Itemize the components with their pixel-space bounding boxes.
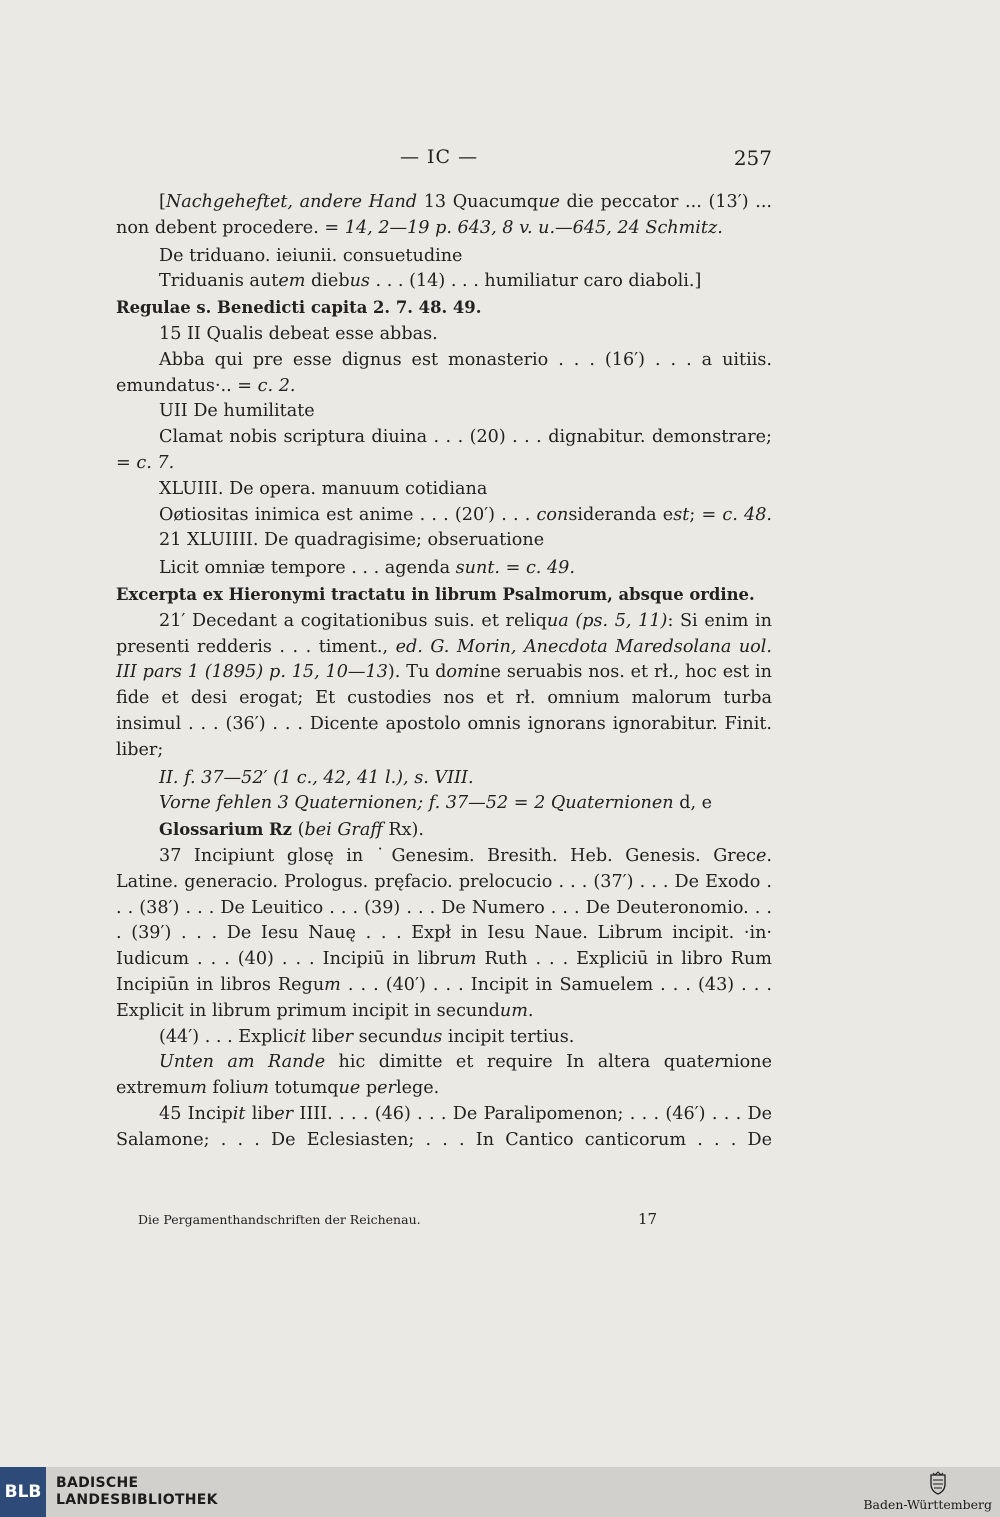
text-line: (44′) . . . Explicit liber secundus incipit tertius. <box>159 1026 575 1047</box>
page-number: 257 <box>733 146 772 170</box>
text-line: Clamat nobis scriptura diuina . . . (20) . . . dignabitur. demonstrare; <box>159 427 772 448</box>
library-name-line1: BADISCHE <box>56 1475 139 1491</box>
library-footer-bar <box>0 1467 1000 1517</box>
library-name[interactable] <box>56 1475 218 1509</box>
text-line: 15 II Qualis debeat esse abbas. <box>159 323 438 344</box>
text-paragraph: 21′ Decedant a cogitationibus suis. et reliqua (ps. 5, 11): Si enim in presenti redderis . . . timent., ed. G. Morin, Anecdota Maredsolana uol. III pars 1 (1895) p. 15, 10—13). Tu domine seruabis nos. et rł., hoc est in fide et desi erogat; Et custodies nos et rł. omnium malorum turba insimul . . . (36′) . . . Dicente apostolo omnis ignorans ignorabitur. Finit. liber; <box>116 610 772 760</box>
page-header <box>116 146 772 174</box>
footer-title: Die Pergamenthandschriften der Reichenau. <box>138 1212 421 1227</box>
section-heading: Excerpta ex Hieronymi tractatu in librum Psalmorum, absque ordine. <box>116 584 755 604</box>
body-text <box>116 190 772 1153</box>
text-paragraph: Unten am Rande hic dimitte et require In altera quaternione extremum folium totumque perlege. <box>116 1052 772 1099</box>
text-line: De triduano. ieiunii. consuetudine <box>159 245 463 266</box>
text-line: XLUIII. De opera. manuum cotidiana <box>159 478 488 499</box>
section-heading: Regulae s. Benedicti capita 2. 7. 48. 49. <box>116 298 482 318</box>
text-line: Licit omniæ tempore . . . agenda sunt. = c. 49. <box>159 558 575 579</box>
text-line: Oøtiositas inimica est anime . . . (20′) . . . consideranda est; = c. 48. <box>159 504 772 525</box>
text-line: Glossarium Rz (bei Graff Rx). <box>159 820 425 841</box>
text-line: Abba qui pre esse dignus est monasterio . . . (16′) . . . a uitiis. <box>159 349 772 370</box>
page-footer <box>138 1212 658 1232</box>
text-line: Vorne fehlen 3 Quaternionen; f. 37—52 = 2 Quaternionen d, e <box>159 793 713 814</box>
state-logo[interactable] <box>863 1469 992 1515</box>
blb-logo[interactable]: BLB <box>0 1467 46 1517</box>
text-paragraph: [Nachgeheftet, andere Hand 13 Quacumque die peccator ... (13′) ... <box>159 192 773 212</box>
text-line: II. f. 37—52′ (1 c., 42, 41 l.), s. VIII. <box>159 767 474 788</box>
sheet-signature: — IC — <box>400 146 479 168</box>
text-line: UII De humilitate <box>159 401 315 422</box>
text-line: emundatus·.. = c. 2. <box>116 375 296 396</box>
text-paragraph: 45 Incipit liber IIII. . . . (46) . . . De Paralipomenon; . . . (46′) . . . De Salamone; . . . De Eclesiasten; . . . In Cantico canticorum . . . De <box>116 1103 772 1150</box>
coat-of-arms-icon <box>929 1471 947 1495</box>
text-paragraph: 37 Incipiunt glosę in ˙Genesim. Bresith. Heb. Genesis. Grece. Latine. generacio. Prologus. pręfacio. prelocucio . . . (37′) . . . De Exodo . . . (38′) . . . De Leuitico . . . (39) . . . De Numero . . . De Deuteronomio. . . . (39′) . . . De Iesu Nauę . . . Expł in Iesu Naue. Librum incipit. ·in· Iudicum . . . (40) . . . Incipiū in librum Ruth . . . Expliciū in libro Rum Incipiūn in libros Regum . . . (40′) . . . Incipit in Samuelem . . . (43) . . . Explicit in librum primum incipit in secundum. <box>116 845 772 1021</box>
text-line: non debent procedere. = 14, 2—19 p. 643, 8 v. u.—645, 24 Schmitz. <box>116 217 723 238</box>
text-line: Triduanis autem diebus . . . (14) . . . humiliatur caro diaboli.] <box>159 271 702 292</box>
text-line: = c. 7. <box>116 452 175 473</box>
text-line: 21 XLUIIII. De quadragisime; obseruatione <box>159 530 545 551</box>
state-name: Baden-Württemberg <box>863 1497 992 1512</box>
library-name-line2: LANDESBIBLIOTHEK <box>56 1492 218 1508</box>
sheet-number: 17 <box>638 1210 658 1228</box>
